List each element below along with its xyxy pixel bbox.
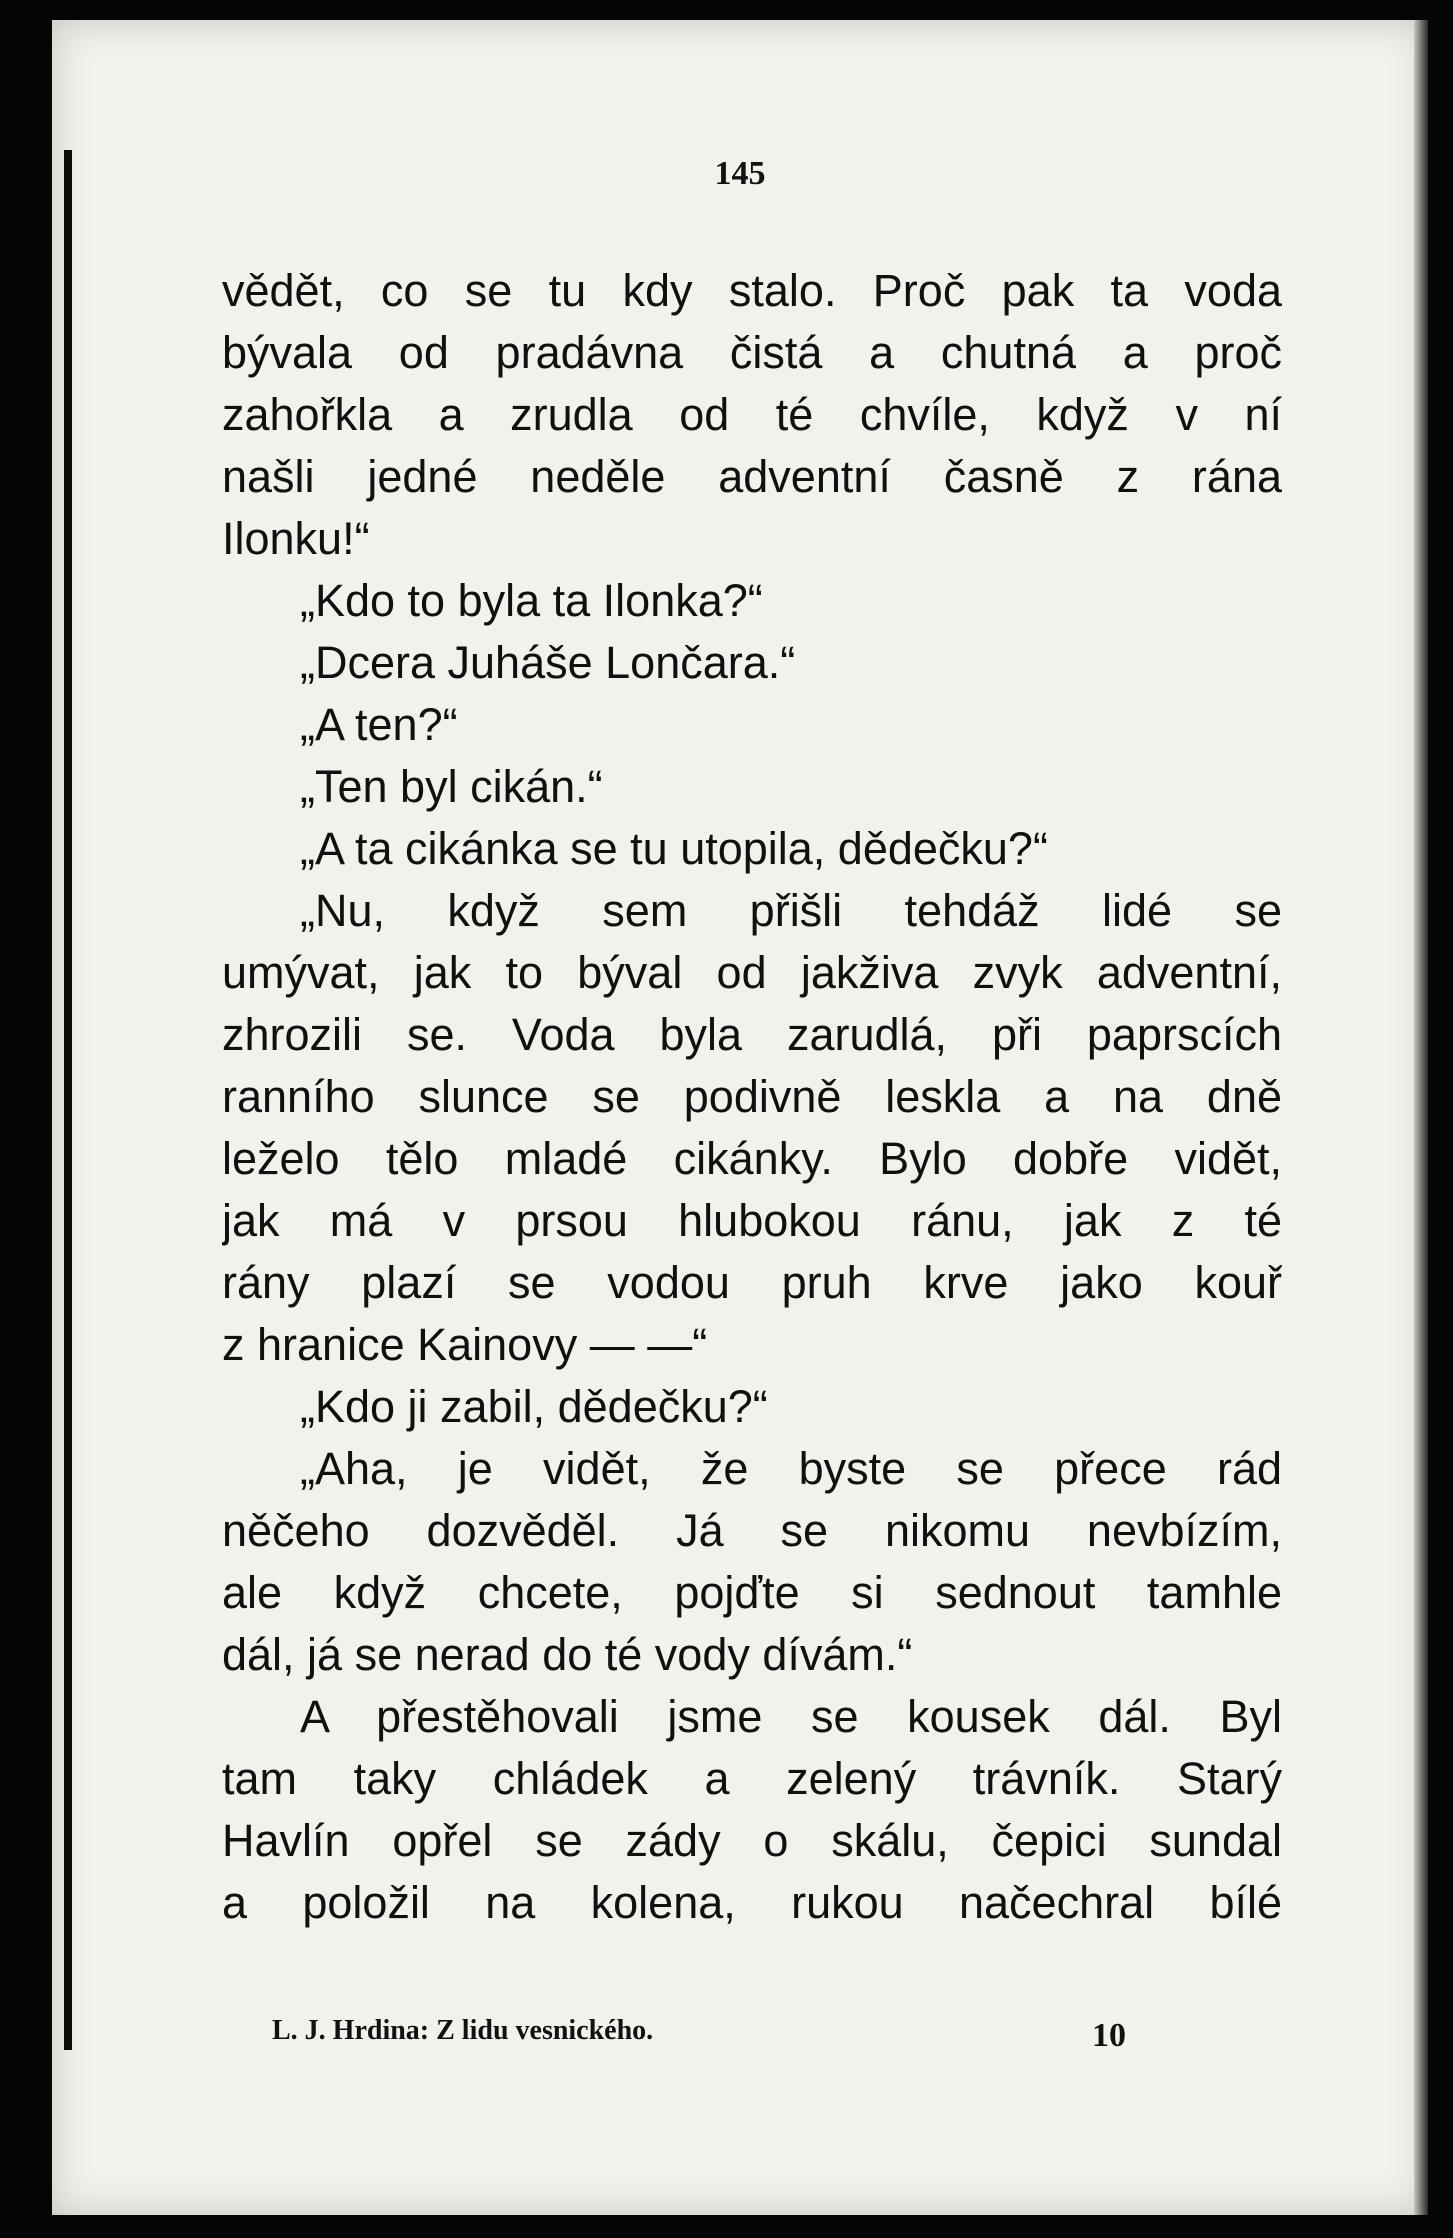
text-line: „A ta cikánka se tu utopila, dědečku?“ bbox=[300, 823, 1048, 874]
text-line: našli jedné neděle adventní časně z rána bbox=[222, 451, 1282, 502]
text-line: rány plazí se vodou pruh krve jako kouř bbox=[222, 1257, 1282, 1308]
text-line: „A ten?“ bbox=[300, 699, 458, 750]
text-line: „Kdo ji zabil, dědečku?“ bbox=[300, 1381, 768, 1432]
text-line: „Ten byl cikán.“ bbox=[300, 761, 603, 812]
text-line: Ilonku!“ bbox=[222, 513, 370, 564]
text-line: něčeho dozvěděl. Já se nikomu nevbízím, bbox=[222, 1505, 1282, 1556]
text-line: zahořkla a zrudla od té chvíle, když v ní bbox=[222, 389, 1282, 440]
text-line: Havlín opřel se zády o skálu, čepici sundal bbox=[222, 1815, 1282, 1866]
text-line: umývat, jak to býval od jakživa zvyk adventní, bbox=[222, 947, 1282, 998]
text-line: dál, já se nerad do té vody dívám.“ bbox=[222, 1629, 913, 1680]
page-number: 145 bbox=[714, 155, 766, 192]
footer-source: L. J. Hrdina: Z lidu vesnického. bbox=[272, 2015, 654, 2046]
text-line: bývala od pradávna čistá a chutná a proč bbox=[222, 327, 1282, 378]
text-line: tam taky chládek a zelený trávník. Starý bbox=[222, 1753, 1282, 1804]
text-line: A přestěhovali jsme se kousek dál. Byl bbox=[300, 1691, 1282, 1742]
book-page bbox=[52, 20, 1428, 2215]
text-line: „Kdo to byla ta Ilonka?“ bbox=[300, 575, 763, 626]
text-line: zhrozili se. Voda byla zarudlá, při paprscích bbox=[222, 1009, 1282, 1060]
page-edge-shadow bbox=[1414, 20, 1428, 2215]
text-line: „Nu, když sem přišli tehdáž lidé se bbox=[300, 885, 1282, 936]
binding-edge bbox=[64, 150, 72, 2050]
text-line: ale když chcete, pojďte si sednout tamhle bbox=[222, 1567, 1282, 1618]
text-line: ranního slunce se podivně leskla a na dně bbox=[222, 1071, 1282, 1122]
text-line: „Dcera Juháše Lončara.“ bbox=[300, 637, 796, 688]
body-text bbox=[222, 260, 1282, 1934]
text-line: vědět, co se tu kdy stalo. Proč pak ta voda bbox=[222, 265, 1282, 316]
text-line: jak má v prsou hlubokou ránu, jak z té bbox=[222, 1195, 1282, 1246]
text-line: „Aha, je vidět, že byste se přece rád bbox=[300, 1443, 1282, 1494]
text-line: a položil na kolena, rukou načechral bílé bbox=[222, 1877, 1282, 1928]
page-footer bbox=[272, 2015, 1272, 2054]
text-line: leželo tělo mladé cikánky. Bylo dobře vidět, bbox=[222, 1133, 1282, 1184]
signature-mark: 10 bbox=[1092, 2017, 1126, 2054]
text-line: z hranice Kainovy — —“ bbox=[222, 1319, 708, 1370]
